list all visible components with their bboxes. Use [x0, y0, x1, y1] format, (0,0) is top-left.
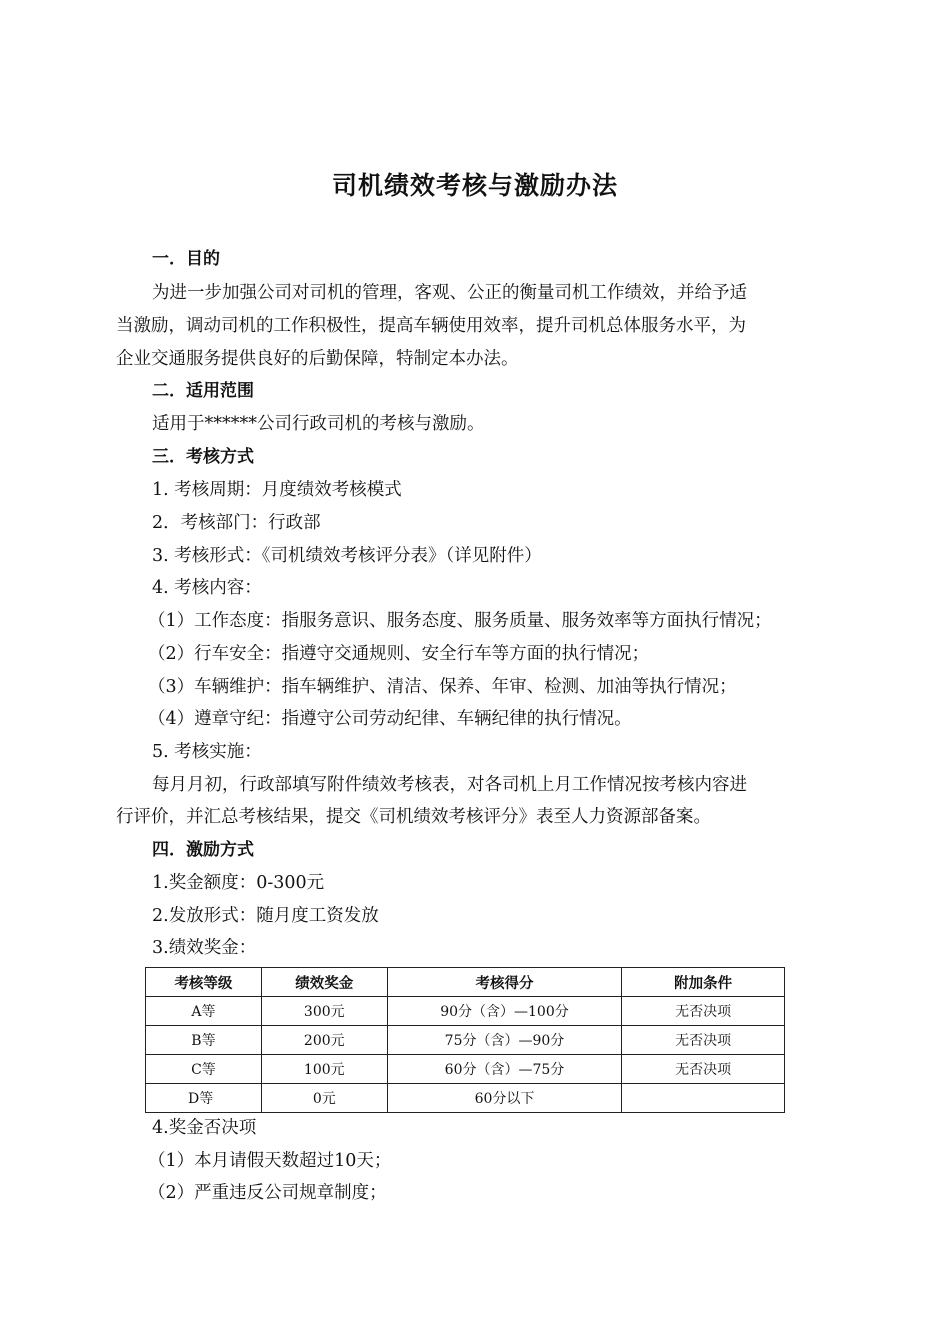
table-cell: 75分（含）—90分 [387, 1026, 622, 1055]
sub-list-item: （4）遵章守纪：指遵守公司劳动纪律、车辆纪律的执行情况。 [148, 709, 632, 729]
table-cell: 0元 [261, 1084, 387, 1113]
sub-list-item: （1）本月请假天数超过10天； [148, 1151, 392, 1171]
table-row [146, 1084, 785, 1113]
table-cell: 无否决项 [622, 1026, 785, 1055]
section-heading-incentive: 四．激励方式 [152, 840, 254, 860]
list-item: 1. 考核周期：月度绩效考核模式 [152, 480, 402, 500]
table-cell [622, 1084, 785, 1113]
paragraph-line: 企业交通服务提供良好的后勤保障，特制定本办法。 [116, 349, 519, 369]
table-cell: 90分（含）—100分 [387, 997, 622, 1026]
table-cell: A等 [146, 997, 262, 1026]
section-heading-method: 三．考核方式 [152, 447, 254, 467]
table-header-cell: 附加条件 [622, 968, 785, 997]
paragraph-line: 行评价，并汇总考核结果，提交《司机绩效考核评分》表至人力资源部备案。 [116, 807, 711, 827]
list-item: 3. 考核形式：《司机绩效考核评分表》（详见附件） [152, 546, 542, 566]
table-cell: 300元 [261, 997, 387, 1026]
list-item: 4.奖金否决项 [152, 1118, 257, 1138]
table-cell: 60分（含）—75分 [387, 1055, 622, 1084]
table-cell: D等 [146, 1084, 262, 1113]
paragraph-line: 为进一步加强公司对司机的管理，客观、公正的衡量司机工作绩效，并给予适 [152, 283, 747, 303]
sub-list-item: （1）工作态度：指服务意识、服务态度、服务质量、服务效率等方面执行情况； [148, 611, 772, 631]
bonus-table [145, 967, 785, 1113]
sub-list-item: （3）车辆维护：指车辆维护、清洁、保养、年审、检测、加油等执行情况； [148, 677, 737, 697]
table-cell: 200元 [261, 1026, 387, 1055]
table-cell: C等 [146, 1055, 262, 1084]
paragraph-line: 当激励，调动司机的工作积极性，提高车辆使用效率，提升司机总体服务水平，为 [116, 316, 746, 336]
page-title: 司机绩效考核与激励办法 [331, 171, 618, 200]
table-cell: 无否决项 [622, 997, 785, 1026]
list-item: 2.发放形式：随月度工资发放 [152, 906, 379, 926]
table-row [146, 1026, 785, 1055]
section-heading-purpose: 一．目的 [152, 249, 220, 269]
list-item: 5. 考核实施： [152, 742, 262, 762]
sub-list-item: （2）严重违反公司规章制度； [148, 1183, 387, 1203]
sub-list-item: （2）行车安全：指遵守交通规则、安全行车等方面的执行情况； [148, 644, 650, 664]
table-row [146, 997, 785, 1026]
paragraph-line: 适用于******公司行政司机的考核与激励。 [152, 414, 485, 434]
section-heading-scope: 二．适用范围 [152, 381, 254, 401]
list-item: 1.奖金额度：0-300元 [152, 873, 325, 893]
table-cell: 60分以下 [387, 1084, 622, 1113]
list-item: 3.绩效奖金： [152, 938, 257, 958]
table-cell: 100元 [261, 1055, 387, 1084]
paragraph-line: 每月月初，行政部填写附件绩效考核表，对各司机上月工作情况按考核内容进 [152, 775, 747, 795]
table-cell: B等 [146, 1026, 262, 1055]
table-cell: 无否决项 [622, 1055, 785, 1084]
table-header-row [146, 968, 785, 997]
table-header-cell: 考核得分 [387, 968, 622, 997]
table-row [146, 1055, 785, 1084]
table-header-cell: 考核等级 [146, 968, 262, 997]
table-header-cell: 绩效奖金 [261, 968, 387, 997]
list-item: 4. 考核内容： [152, 578, 262, 598]
list-item: 2．考核部门：行政部 [152, 513, 321, 533]
